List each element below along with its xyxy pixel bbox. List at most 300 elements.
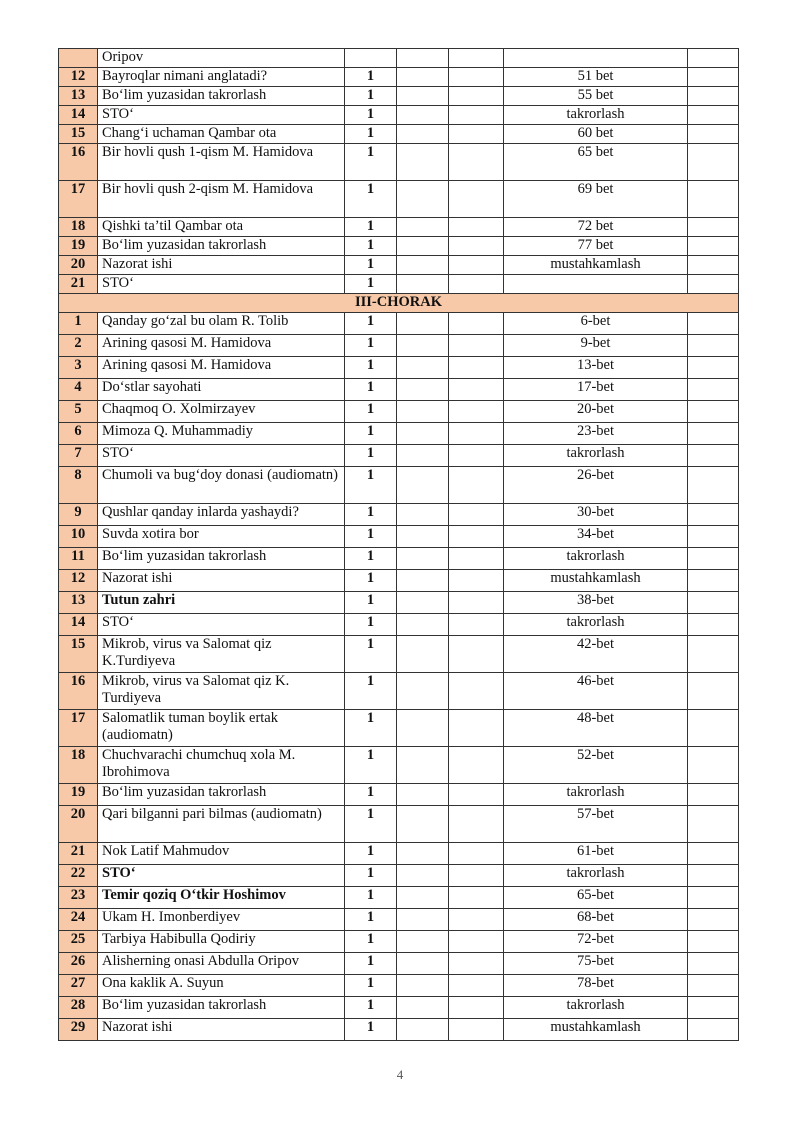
table-row bbox=[59, 526, 739, 548]
lesson-title-cell: Salomatlik tuman boylik ertak (audiomatn) bbox=[98, 710, 345, 747]
lesson-title-cell: Tarbiya Habibulla Qodiriy bbox=[98, 931, 345, 953]
date-cell bbox=[397, 504, 449, 526]
date-cell bbox=[449, 526, 504, 548]
lesson-number-cell: 14 bbox=[59, 106, 98, 125]
lesson-number-cell: 19 bbox=[59, 784, 98, 806]
lesson-title-cell: Nok Latif Mahmudov bbox=[98, 843, 345, 865]
hours-cell: 1 bbox=[345, 106, 397, 125]
note-cell bbox=[688, 125, 739, 144]
note-cell bbox=[688, 747, 739, 784]
date-cell bbox=[397, 125, 449, 144]
date-cell bbox=[397, 526, 449, 548]
note-cell bbox=[688, 504, 739, 526]
note-cell bbox=[688, 275, 739, 294]
hours-cell: 1 bbox=[345, 747, 397, 784]
date-cell bbox=[397, 144, 449, 181]
lesson-number-cell: 13 bbox=[59, 87, 98, 106]
date-cell bbox=[449, 931, 504, 953]
date-cell bbox=[397, 710, 449, 747]
lesson-title-cell: STO‘ bbox=[98, 106, 345, 125]
page-ref-cell: 72 bet bbox=[504, 218, 688, 237]
lesson-title-cell: Ona kaklik A. Suyun bbox=[98, 975, 345, 997]
note-cell bbox=[688, 710, 739, 747]
date-cell bbox=[449, 953, 504, 975]
lesson-title-cell: Suvda xotira bor bbox=[98, 526, 345, 548]
table-row bbox=[59, 106, 739, 125]
date-cell bbox=[449, 636, 504, 673]
hours-cell: 1 bbox=[345, 357, 397, 379]
lesson-title-cell: Bo‘lim yuzasidan takrorlash bbox=[98, 237, 345, 256]
table-row bbox=[59, 357, 739, 379]
page-ref-cell: 61-bet bbox=[504, 843, 688, 865]
lesson-number-cell: 12 bbox=[59, 68, 98, 87]
note-cell bbox=[688, 445, 739, 467]
hours-cell: 1 bbox=[345, 335, 397, 357]
lesson-number-cell: 22 bbox=[59, 865, 98, 887]
table-row bbox=[59, 256, 739, 275]
note-cell bbox=[688, 144, 739, 181]
table-row bbox=[59, 467, 739, 504]
page-ref-cell: 9-bet bbox=[504, 335, 688, 357]
lesson-number-cell: 28 bbox=[59, 997, 98, 1019]
lesson-title-cell: Bayroqlar nimani anglatadi? bbox=[98, 68, 345, 87]
page-ref-cell: 65 bet bbox=[504, 144, 688, 181]
hours-cell: 1 bbox=[345, 237, 397, 256]
table-row bbox=[59, 313, 739, 335]
date-cell bbox=[397, 570, 449, 592]
lesson-number-cell: 3 bbox=[59, 357, 98, 379]
date-cell bbox=[449, 357, 504, 379]
lesson-title-cell: Mikrob, virus va Salomat qiz K. Turdiyeva bbox=[98, 673, 345, 710]
page-ref-cell: 38-bet bbox=[504, 592, 688, 614]
table-row bbox=[59, 504, 739, 526]
page-ref-cell: 34-bet bbox=[504, 526, 688, 548]
note-cell bbox=[688, 401, 739, 423]
note-cell bbox=[688, 865, 739, 887]
date-cell bbox=[449, 423, 504, 445]
date-cell bbox=[449, 592, 504, 614]
lesson-title-cell: Mikrob, virus va Salomat qiz K.Turdiyeva bbox=[98, 636, 345, 673]
lesson-number-cell: 13 bbox=[59, 592, 98, 614]
table-row bbox=[59, 445, 739, 467]
hours-cell: 1 bbox=[345, 1019, 397, 1041]
hours-cell: 1 bbox=[345, 125, 397, 144]
date-cell bbox=[449, 710, 504, 747]
date-cell bbox=[397, 909, 449, 931]
date-cell bbox=[397, 843, 449, 865]
table-row bbox=[59, 710, 739, 747]
note-cell bbox=[688, 909, 739, 931]
page-ref-cell: mustahkamlash bbox=[504, 256, 688, 275]
lesson-number-cell: 10 bbox=[59, 526, 98, 548]
lesson-title-cell: Bir hovli qush 2-qism M. Hamidova bbox=[98, 181, 345, 218]
table-row bbox=[59, 909, 739, 931]
hours-cell: 1 bbox=[345, 275, 397, 294]
date-cell bbox=[449, 218, 504, 237]
hours-cell: 1 bbox=[345, 445, 397, 467]
note-cell bbox=[688, 68, 739, 87]
table-row bbox=[59, 673, 739, 710]
date-cell bbox=[397, 747, 449, 784]
hours-cell: 1 bbox=[345, 953, 397, 975]
date-cell bbox=[449, 806, 504, 843]
table-row bbox=[59, 865, 739, 887]
hours-cell: 1 bbox=[345, 887, 397, 909]
note-cell bbox=[688, 636, 739, 673]
lesson-number-cell: 2 bbox=[59, 335, 98, 357]
page-ref-cell: takrorlash bbox=[504, 106, 688, 125]
date-cell bbox=[449, 570, 504, 592]
lesson-number-cell: 26 bbox=[59, 953, 98, 975]
lesson-number-cell: 17 bbox=[59, 710, 98, 747]
page-ref-cell: 23-bet bbox=[504, 423, 688, 445]
date-cell bbox=[449, 467, 504, 504]
hours-cell: 1 bbox=[345, 313, 397, 335]
date-cell bbox=[397, 931, 449, 953]
table-row bbox=[59, 49, 739, 68]
lesson-number-cell: 5 bbox=[59, 401, 98, 423]
date-cell bbox=[449, 909, 504, 931]
date-cell bbox=[449, 548, 504, 570]
table-row bbox=[59, 548, 739, 570]
date-cell bbox=[397, 548, 449, 570]
page-ref-cell: 55 bet bbox=[504, 87, 688, 106]
page-ref-cell: 68-bet bbox=[504, 909, 688, 931]
note-cell bbox=[688, 673, 739, 710]
page-ref-cell: takrorlash bbox=[504, 784, 688, 806]
page-ref-cell: 42-bet bbox=[504, 636, 688, 673]
note-cell bbox=[688, 357, 739, 379]
date-cell bbox=[397, 614, 449, 636]
date-cell bbox=[397, 357, 449, 379]
lesson-number-cell: 24 bbox=[59, 909, 98, 931]
date-cell bbox=[397, 237, 449, 256]
lesson-number-cell: 18 bbox=[59, 747, 98, 784]
table-row bbox=[59, 806, 739, 843]
hours-cell: 1 bbox=[345, 87, 397, 106]
lesson-title-cell: Bir hovli qush 1-qism M. Hamidova bbox=[98, 144, 345, 181]
hours-cell: 1 bbox=[345, 806, 397, 843]
date-cell bbox=[449, 181, 504, 218]
note-cell bbox=[688, 931, 739, 953]
lesson-number-cell: 17 bbox=[59, 181, 98, 218]
date-cell bbox=[449, 784, 504, 806]
date-cell bbox=[397, 335, 449, 357]
lesson-title-cell: Temir qoziq O‘tkir Hoshimov bbox=[98, 887, 345, 909]
date-cell bbox=[397, 256, 449, 275]
hours-cell: 1 bbox=[345, 931, 397, 953]
hours-cell: 1 bbox=[345, 467, 397, 504]
page-ref-cell: 69 bet bbox=[504, 181, 688, 218]
page-ref-cell: 77 bet bbox=[504, 237, 688, 256]
page-ref-cell: 48-bet bbox=[504, 710, 688, 747]
table-row bbox=[59, 636, 739, 673]
lesson-title-cell: Ukam H. Imonberdiyev bbox=[98, 909, 345, 931]
page-ref-cell: takrorlash bbox=[504, 865, 688, 887]
lesson-title-cell: Arining qasosi M. Hamidova bbox=[98, 335, 345, 357]
date-cell bbox=[397, 467, 449, 504]
date-cell bbox=[397, 953, 449, 975]
page-ref-cell: 46-bet bbox=[504, 673, 688, 710]
date-cell bbox=[397, 181, 449, 218]
date-cell bbox=[397, 49, 449, 68]
note-cell bbox=[688, 526, 739, 548]
lesson-number-cell: 20 bbox=[59, 256, 98, 275]
lesson-title-cell: Do‘stlar sayohati bbox=[98, 379, 345, 401]
lesson-title-cell: Mimoza Q. Muhammadiy bbox=[98, 423, 345, 445]
lesson-title-cell: Oripov bbox=[98, 49, 345, 68]
date-cell bbox=[397, 87, 449, 106]
lesson-title-cell: Tutun zahri bbox=[98, 592, 345, 614]
table-row bbox=[59, 1019, 739, 1041]
lesson-title-cell: Alisherning onasi Abdulla Oripov bbox=[98, 953, 345, 975]
lesson-number-cell: 1 bbox=[59, 313, 98, 335]
hours-cell: 1 bbox=[345, 379, 397, 401]
date-cell bbox=[397, 275, 449, 294]
table-row bbox=[59, 125, 739, 144]
lesson-number-cell: 4 bbox=[59, 379, 98, 401]
lesson-number-cell: 27 bbox=[59, 975, 98, 997]
table-row bbox=[59, 237, 739, 256]
note-cell bbox=[688, 784, 739, 806]
lesson-title-cell: Chuchvarachi chumchuq xola M. Ibrohimova bbox=[98, 747, 345, 784]
page-ref-cell: takrorlash bbox=[504, 614, 688, 636]
date-cell bbox=[449, 747, 504, 784]
page-ref-cell: 30-bet bbox=[504, 504, 688, 526]
table-row bbox=[59, 144, 739, 181]
table-row bbox=[59, 931, 739, 953]
date-cell bbox=[397, 423, 449, 445]
date-cell bbox=[449, 975, 504, 997]
table-row bbox=[59, 423, 739, 445]
note-cell bbox=[688, 592, 739, 614]
date-cell bbox=[397, 636, 449, 673]
date-cell bbox=[449, 1019, 504, 1041]
date-cell bbox=[397, 68, 449, 87]
table-row bbox=[59, 843, 739, 865]
date-cell bbox=[449, 445, 504, 467]
date-cell bbox=[449, 504, 504, 526]
table-row bbox=[59, 953, 739, 975]
page-number: 4 bbox=[396, 1067, 404, 1082]
hours-cell: 1 bbox=[345, 636, 397, 673]
note-cell bbox=[688, 843, 739, 865]
note-cell bbox=[688, 953, 739, 975]
table-row bbox=[59, 975, 739, 997]
table-row bbox=[59, 997, 739, 1019]
page-ref-cell: 52-bet bbox=[504, 747, 688, 784]
date-cell bbox=[449, 865, 504, 887]
hours-cell: 1 bbox=[345, 218, 397, 237]
table-row bbox=[59, 887, 739, 909]
lesson-number-cell bbox=[59, 49, 98, 68]
date-cell bbox=[449, 843, 504, 865]
date-cell bbox=[397, 806, 449, 843]
page-ref-cell: 51 bet bbox=[504, 68, 688, 87]
lesson-number-cell: 23 bbox=[59, 887, 98, 909]
lesson-number-cell: 15 bbox=[59, 125, 98, 144]
date-cell bbox=[397, 106, 449, 125]
hours-cell: 1 bbox=[345, 504, 397, 526]
table-row bbox=[59, 592, 739, 614]
hours-cell: 1 bbox=[345, 570, 397, 592]
date-cell bbox=[449, 68, 504, 87]
date-cell bbox=[397, 592, 449, 614]
date-cell bbox=[449, 87, 504, 106]
lesson-title-cell: Qari bilganni pari bilmas (audiomatn) bbox=[98, 806, 345, 843]
lesson-number-cell: 7 bbox=[59, 445, 98, 467]
page-ref-cell: 26-bet bbox=[504, 467, 688, 504]
lesson-number-cell: 14 bbox=[59, 614, 98, 636]
page-ref-cell: 13-bet bbox=[504, 357, 688, 379]
note-cell bbox=[688, 218, 739, 237]
date-cell bbox=[449, 144, 504, 181]
lesson-title-cell: Chaqmoq O. Xolmirzayev bbox=[98, 401, 345, 423]
note-cell bbox=[688, 614, 739, 636]
hours-cell: 1 bbox=[345, 423, 397, 445]
note-cell bbox=[688, 975, 739, 997]
date-cell bbox=[449, 614, 504, 636]
date-cell bbox=[449, 237, 504, 256]
note-cell bbox=[688, 806, 739, 843]
page-ref-cell: 6-bet bbox=[504, 313, 688, 335]
table-row bbox=[59, 181, 739, 218]
date-cell bbox=[397, 1019, 449, 1041]
date-cell bbox=[449, 275, 504, 294]
section-title: III-CHORAK bbox=[59, 294, 739, 313]
date-cell bbox=[449, 401, 504, 423]
lesson-number-cell: 11 bbox=[59, 548, 98, 570]
lesson-title-cell: STO‘ bbox=[98, 865, 345, 887]
lesson-number-cell: 25 bbox=[59, 931, 98, 953]
page-ref-cell bbox=[504, 49, 688, 68]
table-row bbox=[59, 87, 739, 106]
hours-cell: 1 bbox=[345, 68, 397, 87]
lesson-number-cell: 20 bbox=[59, 806, 98, 843]
lesson-title-cell: STO‘ bbox=[98, 445, 345, 467]
date-cell bbox=[397, 218, 449, 237]
table-row bbox=[59, 335, 739, 357]
lesson-title-cell: Qanday go‘zal bu olam R. Tolib bbox=[98, 313, 345, 335]
lesson-number-cell: 21 bbox=[59, 275, 98, 294]
hours-cell: 1 bbox=[345, 592, 397, 614]
date-cell bbox=[397, 445, 449, 467]
page-ref-cell: 78-bet bbox=[504, 975, 688, 997]
hours-cell: 1 bbox=[345, 843, 397, 865]
note-cell bbox=[688, 997, 739, 1019]
date-cell bbox=[449, 673, 504, 710]
lesson-number-cell: 29 bbox=[59, 1019, 98, 1041]
note-cell bbox=[688, 49, 739, 68]
hours-cell: 1 bbox=[345, 401, 397, 423]
hours-cell: 1 bbox=[345, 784, 397, 806]
lesson-plan-table bbox=[58, 48, 739, 1041]
page-ref-cell: 60 bet bbox=[504, 125, 688, 144]
date-cell bbox=[449, 106, 504, 125]
page-ref-cell bbox=[504, 275, 688, 294]
lesson-title-cell: Chumoli va bug‘doy donasi (audiomatn) bbox=[98, 467, 345, 504]
hours-cell: 1 bbox=[345, 997, 397, 1019]
date-cell bbox=[397, 673, 449, 710]
note-cell bbox=[688, 256, 739, 275]
note-cell bbox=[688, 237, 739, 256]
date-cell bbox=[449, 125, 504, 144]
date-cell bbox=[397, 784, 449, 806]
note-cell bbox=[688, 87, 739, 106]
lesson-title-cell: Bo‘lim yuzasidan takrorlash bbox=[98, 997, 345, 1019]
lesson-title-cell: Bo‘lim yuzasidan takrorlash bbox=[98, 548, 345, 570]
lesson-number-cell: 15 bbox=[59, 636, 98, 673]
note-cell bbox=[688, 106, 739, 125]
page-ref-cell: 65-bet bbox=[504, 887, 688, 909]
date-cell bbox=[397, 997, 449, 1019]
table-row bbox=[59, 614, 739, 636]
note-cell bbox=[688, 181, 739, 218]
hours-cell: 1 bbox=[345, 256, 397, 275]
lesson-title-cell: STO‘ bbox=[98, 614, 345, 636]
page-ref-cell: 57-bet bbox=[504, 806, 688, 843]
page-ref-cell: takrorlash bbox=[504, 548, 688, 570]
note-cell bbox=[688, 887, 739, 909]
date-cell bbox=[449, 49, 504, 68]
lesson-number-cell: 21 bbox=[59, 843, 98, 865]
lesson-title-cell: Bo‘lim yuzasidan takrorlash bbox=[98, 87, 345, 106]
table-row bbox=[59, 68, 739, 87]
table-row bbox=[59, 570, 739, 592]
page-ref-cell: 20-bet bbox=[504, 401, 688, 423]
page-ref-cell: mustahkamlash bbox=[504, 570, 688, 592]
note-cell bbox=[688, 423, 739, 445]
lesson-title-cell: Arining qasosi M. Hamidova bbox=[98, 357, 345, 379]
hours-cell: 1 bbox=[345, 975, 397, 997]
lesson-number-cell: 6 bbox=[59, 423, 98, 445]
lesson-number-cell: 12 bbox=[59, 570, 98, 592]
date-cell bbox=[449, 997, 504, 1019]
table-row bbox=[59, 379, 739, 401]
page-ref-cell: takrorlash bbox=[504, 445, 688, 467]
lesson-number-cell: 16 bbox=[59, 673, 98, 710]
lesson-title-cell: Nazorat ishi bbox=[98, 256, 345, 275]
note-cell bbox=[688, 313, 739, 335]
date-cell bbox=[449, 887, 504, 909]
date-cell bbox=[449, 335, 504, 357]
note-cell bbox=[688, 548, 739, 570]
hours-cell: 1 bbox=[345, 548, 397, 570]
note-cell bbox=[688, 570, 739, 592]
table-row bbox=[59, 401, 739, 423]
hours-cell: 1 bbox=[345, 710, 397, 747]
lesson-number-cell: 16 bbox=[59, 144, 98, 181]
date-cell bbox=[397, 865, 449, 887]
lesson-number-cell: 8 bbox=[59, 467, 98, 504]
lesson-number-cell: 18 bbox=[59, 218, 98, 237]
lesson-title-cell: Qishki ta’til Qambar ota bbox=[98, 218, 345, 237]
page-ref-cell: takrorlash bbox=[504, 997, 688, 1019]
table-row bbox=[59, 747, 739, 784]
date-cell bbox=[397, 379, 449, 401]
hours-cell: 1 bbox=[345, 909, 397, 931]
lesson-number-cell: 19 bbox=[59, 237, 98, 256]
page-ref-cell: 75-bet bbox=[504, 953, 688, 975]
date-cell bbox=[449, 256, 504, 275]
lesson-title-cell: Bo‘lim yuzasidan takrorlash bbox=[98, 784, 345, 806]
section-header-row bbox=[59, 294, 739, 313]
note-cell bbox=[688, 335, 739, 357]
page-ref-cell: 72-bet bbox=[504, 931, 688, 953]
note-cell bbox=[688, 467, 739, 504]
note-cell bbox=[688, 1019, 739, 1041]
hours-cell: 1 bbox=[345, 144, 397, 181]
